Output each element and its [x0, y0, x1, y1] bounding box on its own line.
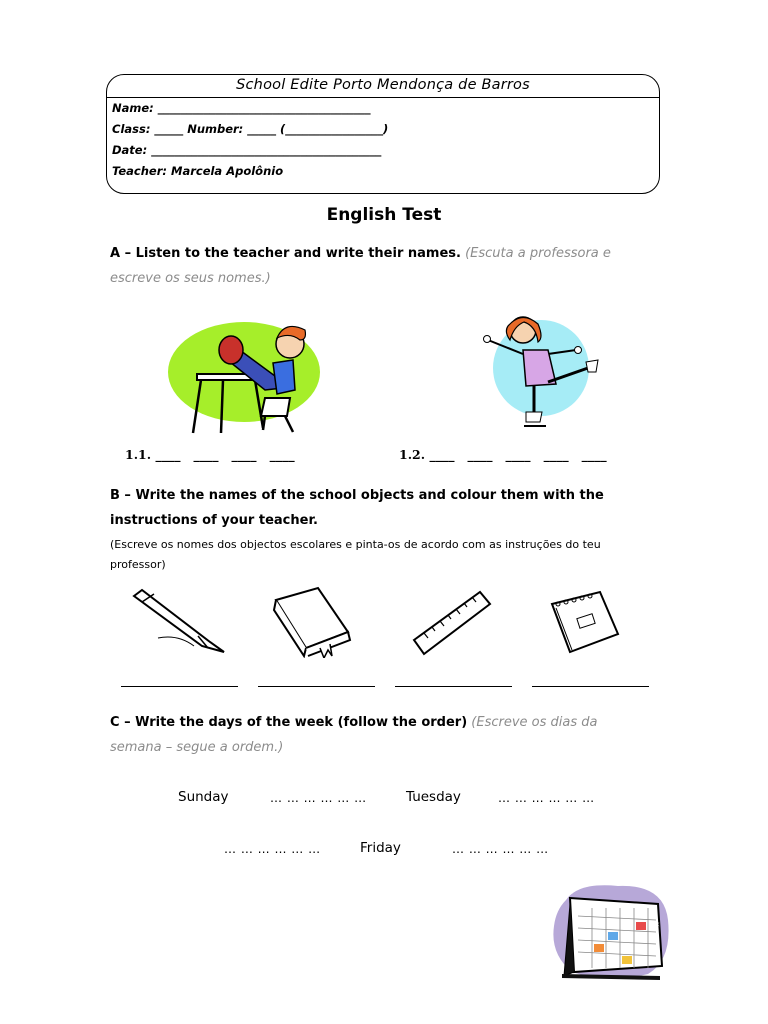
day-blank-wednesday[interactable]: … … … … … … — [498, 791, 595, 805]
section-a-instruction — [110, 241, 650, 291]
header-box — [106, 74, 660, 194]
school-name: School Edite Porto Mendonça de Barros — [236, 77, 530, 93]
day-tuesday: Tuesday — [406, 789, 461, 805]
calendar-image — [548, 880, 672, 986]
section-c-instruction — [110, 710, 650, 760]
section-a-text: A – Listen to the teacher and write their names. — [110, 246, 461, 261]
section-b-text: B – Write the names of the school objects and colour them with the instructions of your teacher. — [110, 488, 604, 528]
answer-line-notebook[interactable] — [532, 686, 649, 687]
day-friday: Friday — [360, 840, 401, 856]
blank-1-2[interactable]: 1.2. ____ ____ ____ ____ ____ — [399, 447, 607, 462]
ice-skater-image — [478, 312, 602, 434]
day-blank-thursday[interactable]: … … … … … … — [224, 842, 321, 856]
blank-1-1[interactable]: 1.1. ____ ____ ____ ____ — [125, 447, 295, 462]
date-field[interactable]: Date: ________________________________________ — [112, 143, 382, 157]
answer-line-ruler[interactable] — [395, 686, 512, 687]
notebook-image — [546, 590, 624, 656]
answer-line-book[interactable] — [258, 686, 375, 687]
section-b-translation: (Escreve os nomes dos objectos escolares e pinta-os de acordo com as instruções do teu professor) — [110, 538, 601, 571]
pencil-image — [128, 588, 228, 656]
day-blank-saturday[interactable]: … … … … … … — [452, 842, 549, 856]
section-a-translation: (Escuta a professora e escreve os seus nomes.) — [110, 246, 611, 286]
section-c-text: C – Write the days of the week (follow the order) — [110, 715, 468, 730]
class-number-field[interactable]: Class: _____ Number: _____ (_________________) — [112, 122, 389, 136]
section-b-instruction — [110, 483, 650, 533]
name-field[interactable]: Name: _____________________________________ — [112, 101, 371, 115]
boy-at-desk-image — [165, 318, 325, 436]
ruler-image — [410, 588, 494, 660]
page-title: English Test — [326, 205, 442, 225]
day-blank-monday[interactable]: … … … … … … — [270, 791, 367, 805]
svg-text:✶: ✶ — [564, 885, 575, 899]
day-sunday: Sunday — [178, 789, 229, 805]
teacher-field: Teacher: Marcela Apolônio — [112, 164, 284, 178]
header-divider — [107, 97, 659, 98]
answer-line-pencil[interactable] — [121, 686, 238, 687]
section-c-translation: (Escreve os dias da semana – segue a ordem.) — [110, 715, 598, 755]
svg-text:✶: ✶ — [652, 920, 661, 931]
book-image — [268, 586, 356, 658]
